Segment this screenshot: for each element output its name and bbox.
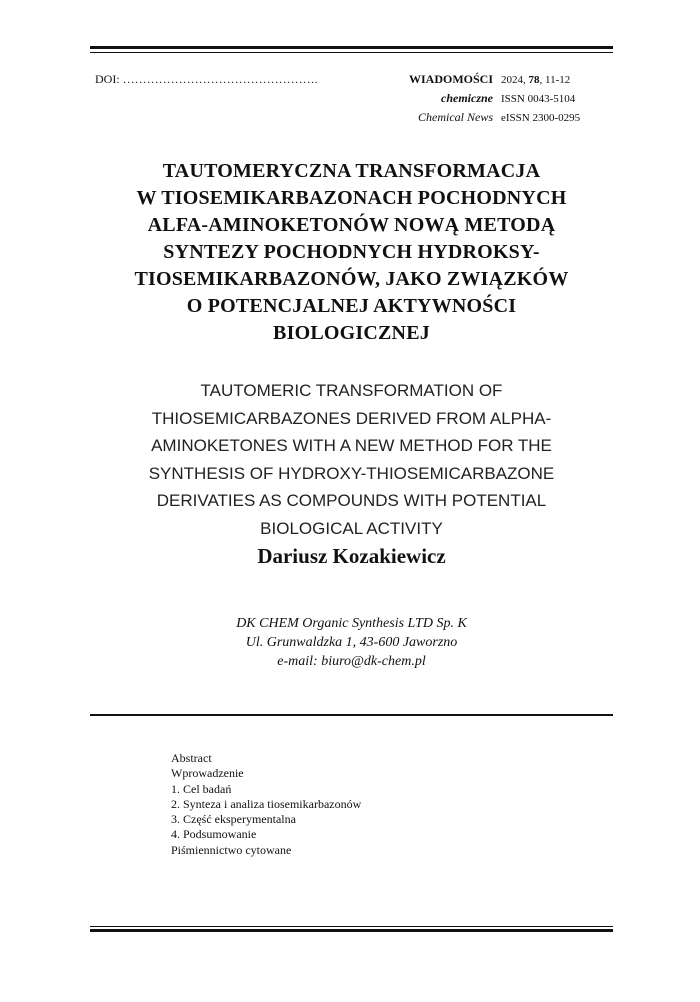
journal-block [409, 70, 614, 127]
journal-row-chemical-news [409, 108, 614, 127]
title-polish-line: SYNTEZY POCHODNYCH HYDROKSY- [163, 241, 540, 263]
title-polish-line: TAUTOMERYCZNA TRANSFORMACJA [162, 160, 541, 182]
journal-row-chemiczne [409, 89, 614, 108]
journal-volume: 78 [528, 74, 540, 86]
title-english-line: BIOLOGICAL ACTIVITY [260, 518, 443, 538]
middle-rule [90, 714, 613, 716]
affiliation-block [90, 614, 613, 671]
title-polish-line: TIOSEMIKARBAZONÓW, JAKO ZWIĄZKÓW [134, 268, 569, 290]
journal-name: WIADOMOŚCI [409, 72, 494, 86]
top-rule-thick [90, 46, 613, 49]
bottom-rule-thin [90, 926, 613, 927]
title-polish-line: O POTENCJALNEJ AKTYWNOŚCI [186, 295, 517, 317]
journal-row-wiadomosci [409, 70, 614, 89]
title-polish [90, 158, 613, 347]
toc-item: 1. Cel badań [171, 781, 232, 796]
toc-item: 3. Część eksperymentalna [171, 812, 296, 827]
journal-english-name: Chemical News [418, 110, 493, 124]
toc-item: Abstract [171, 751, 212, 765]
doi-label: DOI: …………………………………………. [95, 72, 318, 86]
table-of-contents [171, 751, 361, 858]
title-polish-line: BIOLOGICZNEJ [273, 322, 430, 344]
toc-item: 2. Synteza i analiza tiosemikarbazonów [171, 796, 362, 811]
author-name: Dariusz Kozakiewicz [257, 544, 446, 568]
journal-eissn: eISSN 2300-0295 [501, 112, 581, 124]
title-polish-line: W TIOSEMIKARBAZONACH POCHODNYCH [136, 187, 567, 209]
title-english-line: AMINOKETONES WITH A NEW METHOD FOR THE [151, 436, 552, 455]
toc-item: 4. Podsumowanie [171, 827, 257, 842]
journal-issue: , 11-12 [539, 74, 571, 86]
title-english [90, 377, 613, 542]
affiliation-email: e-mail: biuro@dk-chem.pl [277, 654, 426, 669]
title-english-line: THIOSEMICARBAZONES DERIVED FROM ALPHA- [151, 408, 552, 428]
bottom-rule-thick [90, 929, 613, 932]
affiliation-address: Ul. Grunwaldzka 1, 43-600 Jaworzno [245, 635, 458, 650]
journal-year: 2024, [501, 74, 529, 86]
journal-year-volume [501, 71, 614, 89]
title-english-line: SYNTHESIS OF HYDROXY-THIOSEMICARBAZONE [148, 463, 555, 483]
title-english-line: TAUTOMERIC TRANSFORMATION OF [200, 381, 503, 400]
journal-subname: chemiczne [441, 91, 493, 105]
top-rule-thin [90, 52, 613, 53]
title-english-line: DERIVATIES AS COMPOUNDS WITH POTENTIAL [156, 491, 547, 510]
title-polish-line: ALFA-AMINOKETONÓW NOWĄ METODĄ [147, 214, 556, 236]
affiliation-company: DK CHEM Organic Synthesis LTD Sp. K [236, 616, 467, 631]
journal-issn: ISSN 0043-5104 [501, 93, 576, 105]
toc-item: Piśmiennictwo cytowane [171, 842, 292, 857]
toc-item: Wprowadzenie [171, 766, 244, 781]
